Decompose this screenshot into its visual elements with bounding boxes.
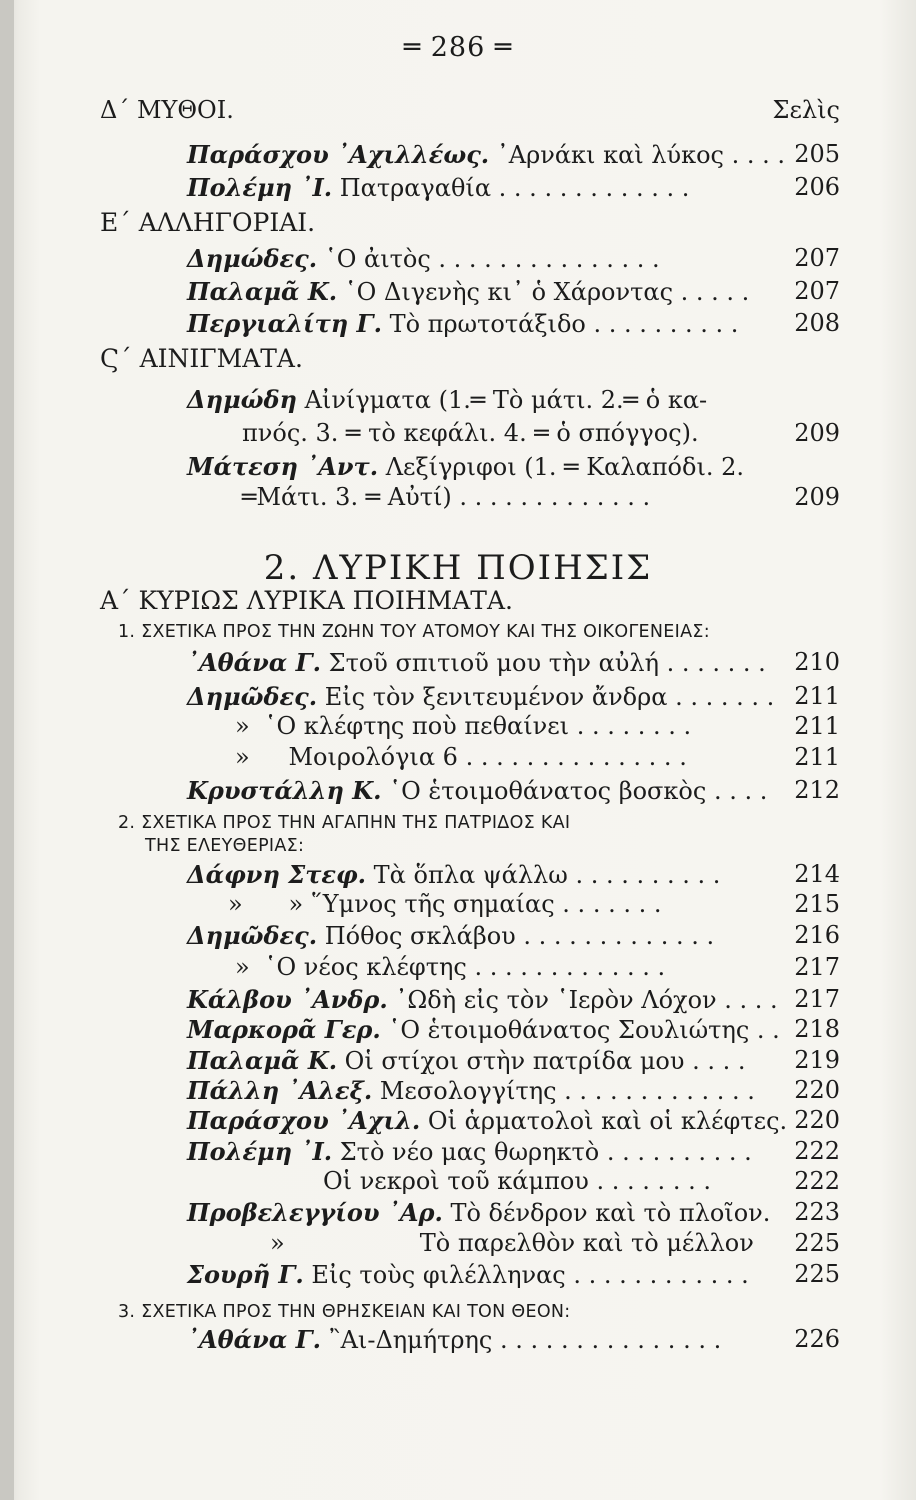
entry-title: Εἰς τοὺς φιλέλληνας . . . . . . . . . . . . <box>303 1261 749 1289</box>
entry-title: ῾Ο Διγενὴς κι᾽ ὁ Χάροντας . . . . . <box>337 278 750 306</box>
entry-title: Τὸ παρελθὸν καὶ τὸ μέλλον <box>419 1229 754 1257</box>
entry-title: Τὰ ὅπλα ψάλλω . . . . . . . . . . <box>366 861 721 889</box>
entry-page: 215 <box>794 890 840 918</box>
toc-entry <box>187 1260 749 1289</box>
part-title: 2. ΛΥΡΙΚΗ ΠΟΙΗΣΙΣ <box>263 548 653 588</box>
entry-title: Οἱ νεκροὶ τοῦ κάμπου . . . . . . . . <box>323 1167 711 1195</box>
group-heading: 3. ΣΧΕΤΙΚΑ ΠΡΟΣ ΤΗΝ ΘΡΗΣΚΕΙΑΝ ΚΑΙ ΤΟΝ ΘΕΟΝ: <box>118 1302 571 1322</box>
section-heading-lyric: Α΄ ΚΥΡΙΩΣ ΛΥΡΙΚΑ ΠΟΙΗΜΑΤΑ. <box>100 586 513 615</box>
entry-page: 225 <box>794 1229 840 1257</box>
toc-entry <box>187 648 766 677</box>
section-heading-allegories: Ε΄ ΑΛΛΗΓΟΡΙΑΙ. <box>100 208 316 237</box>
entry-title: ῾Ο ἑτοιμοθάνατος βοσκὸς . . . . <box>381 777 768 805</box>
entry-author: Μαρκορᾶ Γερ. <box>187 1015 381 1044</box>
toc-entry <box>228 743 687 771</box>
entry-author: Κρυστάλλη Κ. <box>187 776 382 805</box>
group-heading: 1. ΣΧΕΤΙΚΑ ΠΡΟΣ ΤΗΝ ΖΩΗΝ ΤΟΥ ΑΤΟΜΟΥ ΚΑΙ ΤΗΣ ΟΙΚΟΓΕΝΕΙΑΣ: <box>118 622 710 642</box>
toc-entry <box>228 953 665 981</box>
toc-entry <box>187 1046 745 1075</box>
entry-page: 205 <box>794 140 840 168</box>
entry-author: Δημώδες. <box>187 244 318 273</box>
entry-page: 207 <box>794 244 840 272</box>
toc-entry <box>187 1106 787 1135</box>
entry-page: 208 <box>794 309 840 337</box>
entry-author: Παράσχου ᾽Αχιλ. <box>187 1106 421 1135</box>
entry-title-cont: πνός. 3. ═ τὸ κεφάλι. 4. ═ ὁ σπόγγος). <box>242 419 699 447</box>
entry-page: 212 <box>794 776 840 804</box>
toc-entry <box>187 173 689 202</box>
page-spine-shadow <box>0 0 14 1500</box>
toc-entry <box>263 1229 754 1257</box>
entry-title: ῾Ο κλέφτης ποὺ πεθαίνει . . . . . . . . <box>264 712 692 740</box>
page-number: ═ 286 ═ <box>403 32 513 63</box>
toc-entry <box>187 921 714 950</box>
entry-title: Εἰς τὸν ξενιτευμένον ἄνδρα . . . . . . . <box>317 683 775 711</box>
entry-author: Μάτεση ᾽Αντ. <box>187 452 379 481</box>
entry-author: Δημώδη <box>187 385 297 414</box>
entry-page: 211 <box>794 682 840 710</box>
toc-entry <box>187 452 744 481</box>
entry-title: Τὸ πρωτοτάξιδο . . . . . . . . . . <box>381 310 739 338</box>
entry-author: Προβελεγγίου ᾽Αρ. <box>187 1198 443 1227</box>
entry-title: ᾽Αρνάκι καὶ λύκος . . . . <box>489 141 786 169</box>
entry-title: ῞Υμνος τῆς σημαίας . . . . . . . <box>303 890 662 918</box>
section-heading-myths: Δ΄ ΜΥΘΟΙ. <box>100 96 234 124</box>
entry-page: 222 <box>794 1137 840 1165</box>
entry-page: 209 <box>794 483 840 511</box>
section-heading-riddles: Ϛ΄ ΑΙΝΙΓΜΑΤΑ. <box>100 344 303 373</box>
entry-page: 220 <box>794 1106 840 1134</box>
entry-page: 207 <box>794 277 840 305</box>
group-heading-cont: ΤΗΣ ΕΛΕΥΘΕΡΙΑΣ: <box>145 836 305 856</box>
entry-author: Πολέμη ᾽Ι. <box>187 1137 333 1166</box>
entry-author: ᾽Αθάνα Γ. <box>187 1325 321 1354</box>
toc-entry <box>187 985 778 1014</box>
entry-page: 211 <box>794 743 840 771</box>
entry-author: Πάλλη ᾽Αλεξ. <box>187 1076 373 1105</box>
entry-title: Πατραγαθία . . . . . . . . . . . . . <box>332 174 690 202</box>
toc-entry <box>187 1015 780 1044</box>
entry-title: Μεσολογγίτης . . . . . . . . . . . . . <box>372 1077 755 1105</box>
ditto-mark: » <box>235 712 250 740</box>
entry-title: Αἰνίγματα (1.═ Τὸ μάτι. 2.═ ὁ κα- <box>296 386 708 414</box>
entry-title: Λεξίγριφοι (1. ═ Καλαπόδι. 2. <box>378 453 745 481</box>
toc-entry <box>187 776 767 805</box>
entry-page: 217 <box>794 953 840 981</box>
entry-page: 220 <box>794 1076 840 1104</box>
entry-author: Σουρῆ Γ. <box>187 1260 304 1289</box>
entry-title: Στὸ νέο μας θωρηκτὸ . . . . . . . . . . <box>332 1138 752 1166</box>
entry-page: 206 <box>794 173 840 201</box>
toc-entry <box>228 890 661 918</box>
toc-entry <box>187 140 785 169</box>
entry-title: Τὸ δένδρον καὶ τὸ πλοῖον. <box>442 1199 771 1227</box>
entry-title: ῾Ο ἑτοιμοθάνατος Σουλιώτης . . <box>380 1016 780 1044</box>
toc-entry <box>187 1137 752 1166</box>
toc-entry <box>187 682 774 711</box>
entry-title: ᾽Ωδὴ εἰς τὸν ῾Ιερὸν Λόχον . . . . <box>387 986 778 1014</box>
toc-entry <box>323 1167 711 1195</box>
entry-title: Οἱ στίχοι στὴν πατρίδα μου . . . . <box>337 1047 746 1075</box>
entry-title: Οἱ ἁρματολοὶ καὶ οἱ κλέφτες. <box>420 1107 788 1135</box>
entry-title: Στοῦ σπιτιοῦ μου τὴν αὐλή . . . . . . . <box>320 649 766 677</box>
entry-page: 211 <box>794 712 840 740</box>
toc-entry <box>187 1076 755 1105</box>
ditto-mark: » <box>235 743 250 771</box>
entry-page: 214 <box>794 860 840 888</box>
entry-author: Δάφνη Στεφ. <box>187 860 367 889</box>
ditto-mark: » <box>235 953 250 981</box>
toc-entry <box>228 712 691 740</box>
entry-title: ῾Ο νέος κλέφτης . . . . . . . . . . . . . <box>264 953 666 981</box>
entry-author: Πολέμη ᾽Ι. <box>187 173 333 202</box>
entry-author: Παράσχου ᾽Αχιλλέως. <box>187 140 490 169</box>
toc-entry <box>187 1198 770 1227</box>
ditto-mark: » » <box>228 890 304 918</box>
ditto-mark: » <box>270 1229 285 1257</box>
entry-title: ῍Αι-Δημήτρης . . . . . . . . . . . . . . . <box>320 1326 722 1354</box>
entry-title: Πόθος σκλάβου . . . . . . . . . . . . . <box>317 922 715 950</box>
entry-title: ῾Ο ἀιτὸς . . . . . . . . . . . . . . . <box>317 245 660 273</box>
entry-page: 210 <box>794 648 840 676</box>
toc-entry <box>187 385 707 414</box>
toc-entry <box>187 1325 721 1354</box>
entry-page: 219 <box>794 1046 840 1074</box>
column-label-page: Σελὶς <box>772 96 840 124</box>
entry-author: Παλαμᾶ Κ. <box>187 1046 338 1075</box>
entry-page: 218 <box>794 1015 840 1043</box>
entry-page: 225 <box>794 1260 840 1288</box>
entry-author: Παλαμᾶ Κ. <box>187 277 338 306</box>
entry-author: Περγιαλίτη Γ. <box>187 309 382 338</box>
group-heading: 2. ΣΧΕΤΙΚΑ ΠΡΟΣ ΤΗΝ ΑΓΑΠΗΝ ΤΗΣ ΠΑΤΡΙΔΟΣ ΚΑΙ <box>118 813 571 833</box>
entry-author: Δημῶδες. <box>187 682 318 711</box>
entry-page: 216 <box>794 921 840 949</box>
toc-entry <box>187 277 749 306</box>
entry-author: Δημῶδες. <box>187 921 318 950</box>
entry-page: 209 <box>794 419 840 447</box>
toc-entry <box>187 244 660 273</box>
entry-page: 223 <box>794 1198 840 1226</box>
toc-entry <box>187 309 738 338</box>
entry-page: 226 <box>794 1325 840 1353</box>
entry-author: Κάλβου ᾽Ανδρ. <box>187 985 388 1014</box>
entry-page: 217 <box>794 985 840 1013</box>
entry-page: 222 <box>794 1167 840 1195</box>
toc-entry <box>187 860 720 889</box>
entry-title: Μοιρολόγια 6 . . . . . . . . . . . . . . . <box>288 743 687 771</box>
entry-title-cont: ═Μάτι. 3. ═ Αὐτί) . . . . . . . . . . . . . <box>242 483 651 511</box>
entry-author: ᾽Αθάνα Γ. <box>187 648 321 677</box>
